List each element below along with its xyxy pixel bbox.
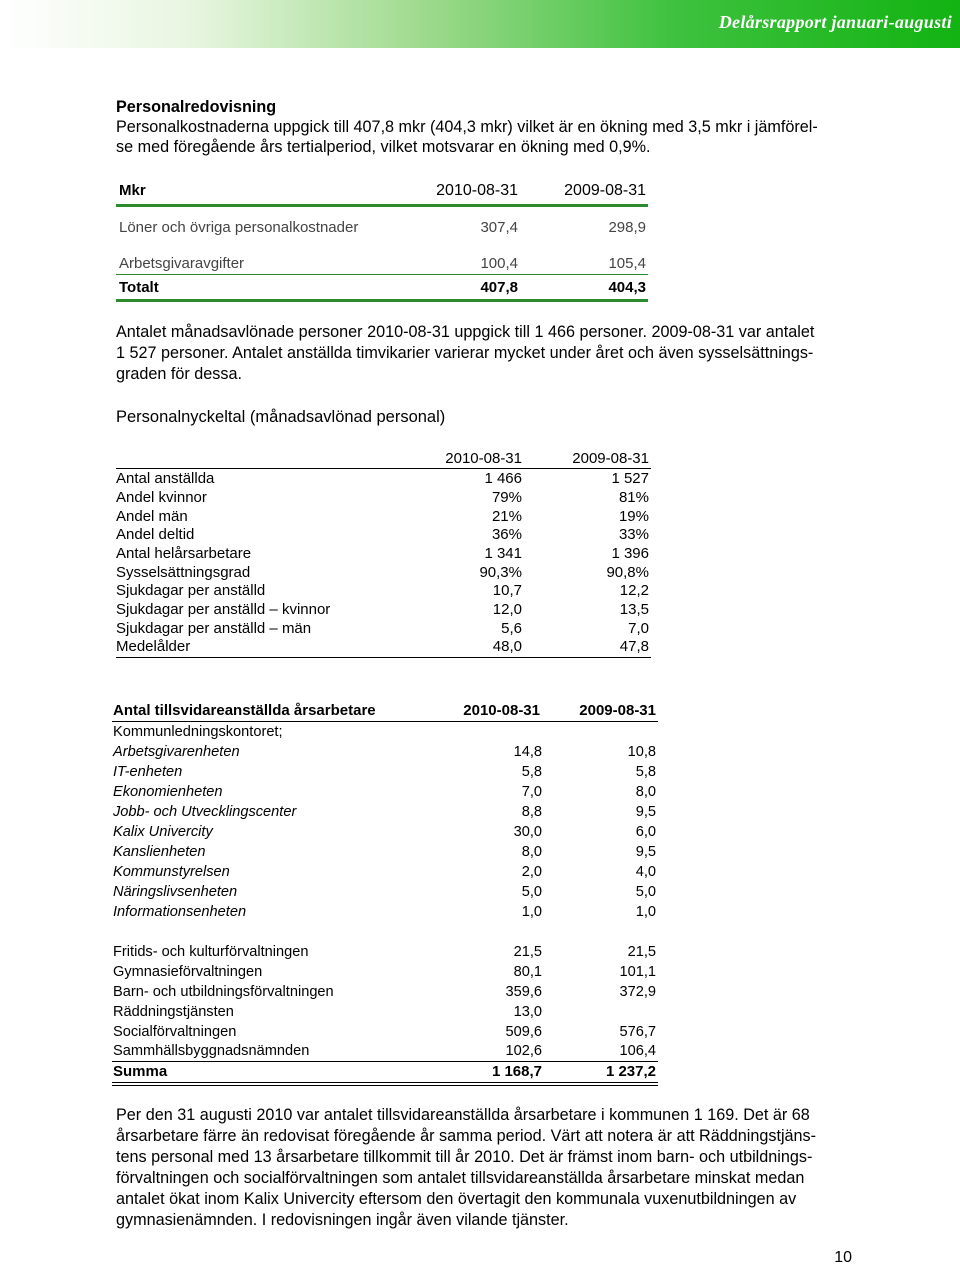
fte-sub-row-label: IT-enheten <box>113 764 183 780</box>
cost-header-col2: 2009-08-31 <box>564 182 646 199</box>
fte-header-label: Antal tillsvidareanställda årsarbetare <box>113 702 376 719</box>
cost-total-rule <box>116 274 648 275</box>
page-number: 10 <box>834 1249 852 1266</box>
fte-row-label: Gymnasieförvaltningen <box>113 964 263 980</box>
fte-header-rule <box>112 721 658 722</box>
key-header-rule <box>116 468 651 469</box>
key-row-value: 1 341 <box>484 545 522 562</box>
key-row-value: 36% <box>491 526 522 543</box>
para2-line-2: 1 527 personer. Antalet anställda timvikarier varierar mycket under året och även sysselsättnings- <box>116 344 814 362</box>
fte-sub-row-label: Arbetsgivarenheten <box>113 744 240 760</box>
fte-sub-row-value: 4,0 <box>635 864 656 880</box>
para2-line-3: graden för dessa. <box>116 365 242 383</box>
fte-sub-row-value: 8,0 <box>521 844 542 860</box>
fte-row-label: Räddningstjänsten <box>113 1004 234 1020</box>
key-row-value: 7,0 <box>628 620 649 637</box>
fte-row-value: 106,4 <box>619 1043 656 1059</box>
para3-line-5: antalet ökat inom Kalix Univercity eftersom den övertagit den kommunala vuxenutbildningen av <box>116 1190 797 1208</box>
fte-sub-row-label: Näringslivsenheten <box>113 884 238 900</box>
para3-line-4: förvaltningen och socialförvaltningen som antalet tillsvidareanställda årsarbetare minskat medan <box>116 1169 805 1187</box>
key-row-label: Sysselsättningsgrad <box>116 564 251 581</box>
fte-bottom-rule-1 <box>112 1082 658 1083</box>
fte-sub-row-label: Informationsenheten <box>113 904 247 920</box>
fte-row-label: Sammhällsbyggnadsnämnden <box>113 1043 310 1059</box>
key-row-value: 1 396 <box>611 545 649 562</box>
key-row-value: 33% <box>618 526 649 543</box>
key-row-label: Medelålder <box>116 638 191 655</box>
section-title: Personalredovisning <box>116 98 277 116</box>
fte-row-value: 21,5 <box>627 944 656 960</box>
cost-bottom-rule <box>116 299 648 302</box>
key-header-col2: 2009-08-31 <box>572 450 649 467</box>
key-row-value: 5,6 <box>501 620 522 637</box>
key-row-label: Andel män <box>116 508 188 525</box>
key-row-label: Andel kvinnor <box>116 489 207 506</box>
fte-sub-row-value: 5,0 <box>521 884 542 900</box>
key-row-value: 48,0 <box>492 638 522 655</box>
para3-line-1: Per den 31 augusti 2010 var antalet tillsvidareanställda årsarbetare i kommunen 1 169. Det är 68 <box>116 1106 810 1124</box>
fte-sub-row-label: Kalix Univercity <box>113 824 213 840</box>
fte-row-value: 101,1 <box>619 964 656 980</box>
intro-line-2: se med föregående års tertialperiod, vilket motsvarar en ökning med 0,9%. <box>116 138 651 156</box>
fte-sub-row-value: 9,5 <box>635 844 656 860</box>
report-title: Delårsrapport januari-augusti <box>718 12 952 32</box>
fte-sub-row-label: Kommunstyrelsen <box>113 864 230 880</box>
key-row-value: 1 527 <box>611 470 649 487</box>
cost-row-value: 307,4 <box>480 219 518 236</box>
cost-row-value: 298,9 <box>608 219 646 236</box>
fte-sub-row-value: 1,0 <box>521 904 542 920</box>
fte-sub-row-value: 8,0 <box>635 784 656 800</box>
key-row-value: 21% <box>491 508 522 525</box>
fte-sub-row-value: 7,0 <box>521 784 542 800</box>
fte-total-value: 1 168,7 <box>491 1063 542 1080</box>
fte-total-value: 1 237,2 <box>605 1063 656 1080</box>
cost-row-value: 100,4 <box>480 255 518 272</box>
header-bar <box>0 0 960 48</box>
fte-row-value: 13,0 <box>513 1004 542 1020</box>
para2-line-1: Antalet månadsavlönade personer 2010-08-31 uppgick till 1 466 personer. 2009-08-31 var antalet <box>116 323 815 341</box>
key-row-value: 81% <box>618 489 649 506</box>
cost-row-label: Arbetsgivaravgifter <box>119 255 245 272</box>
key-row-label: Sjukdagar per anställd – män <box>116 620 312 637</box>
fte-row-label: Barn- och utbildningsförvaltningen <box>113 984 334 1000</box>
fte-sub-row-label: Kanslienheten <box>113 844 206 860</box>
fte-row-value: 359,6 <box>505 984 542 1000</box>
key-row-value: 47,8 <box>619 638 649 655</box>
fte-sub-row-value: 5,8 <box>635 764 656 780</box>
fte-row-value: 102,6 <box>505 1043 542 1059</box>
fte-row-value: 372,9 <box>619 984 656 1000</box>
fte-row-value: 80,1 <box>513 964 542 980</box>
cost-total-label: Totalt <box>119 279 159 296</box>
fte-row-value: 509,6 <box>505 1024 542 1040</box>
fte-sub-row-value: 14,8 <box>513 744 542 760</box>
fte-header-col2: 2009-08-31 <box>579 702 656 719</box>
key-row-value: 90,8% <box>606 564 649 581</box>
fte-sub-row-label: Jobb- och Utvecklingscenter <box>113 804 297 820</box>
key-row-value: 1 466 <box>484 470 522 487</box>
fte-sub-row-value: 10,8 <box>627 744 656 760</box>
fte-sub-row-value: 9,5 <box>635 804 656 820</box>
key-header-col1: 2010-08-31 <box>445 450 522 467</box>
key-row-label: Antal helårsarbetare <box>116 545 252 562</box>
key-row-value: 79% <box>491 489 522 506</box>
cost-total-value: 404,3 <box>608 279 646 296</box>
cost-header-rule <box>116 204 648 207</box>
key-row-value: 12,2 <box>619 582 649 599</box>
cost-total-value: 407,8 <box>480 279 518 296</box>
key-table-title: Personalnyckeltal (månadsavlönad personal) <box>116 408 446 426</box>
fte-sub-row-value: 5,0 <box>635 884 656 900</box>
fte-sub-row-value: 8,8 <box>521 804 542 820</box>
para3-line-3: tens personal med 13 årsarbetare tillkommit till år 2010. Det är främst inom barn- och utbildnings- <box>116 1148 813 1166</box>
para3-line-6: gymnasienämnden. I redovisningen ingår även vilande tjänster. <box>116 1211 569 1229</box>
key-row-label: Andel deltid <box>116 526 195 543</box>
cost-row-label: Löner och övriga personalkostnader <box>119 219 359 236</box>
cost-row-value: 105,4 <box>608 255 646 272</box>
key-row-value: 10,7 <box>492 582 522 599</box>
key-row-label: Antal anställda <box>116 470 215 487</box>
key-row-value: 19% <box>618 508 649 525</box>
fte-sub-row-value: 2,0 <box>521 864 542 880</box>
cost-header-col1: 2010-08-31 <box>436 182 518 199</box>
fte-sub-row-label: Ekonomienheten <box>113 784 223 800</box>
fte-sub-row-value: 30,0 <box>513 824 542 840</box>
key-row-value: 13,5 <box>619 601 649 618</box>
fte-header-col1: 2010-08-31 <box>463 702 540 719</box>
fte-row-label: Socialförvaltningen <box>113 1024 237 1040</box>
intro-line-1: Personalkostnaderna uppgick till 407,8 mkr (404,3 mkr) vilket är en ökning med 3,5 mkr i jämförel- <box>116 118 818 136</box>
fte-group-label: Kommunledningskontoret; <box>113 724 283 740</box>
fte-row-value: 21,5 <box>513 944 542 960</box>
key-row-value: 12,0 <box>492 601 522 618</box>
fte-total-label: Summa <box>113 1063 168 1080</box>
fte-row-value: 576,7 <box>619 1024 656 1040</box>
key-bottom-rule <box>116 657 651 658</box>
fte-bottom-rule-2 <box>112 1085 658 1086</box>
fte-sub-row-value: 1,0 <box>635 904 656 920</box>
fte-sub-row-value: 5,8 <box>521 764 542 780</box>
fte-sub-row-value: 6,0 <box>635 824 656 840</box>
key-row-value: 90,3% <box>479 564 522 581</box>
cost-header-label: Mkr <box>119 182 146 199</box>
fte-total-rule <box>112 1061 658 1062</box>
key-row-label: Sjukdagar per anställd <box>116 582 266 599</box>
key-row-label: Sjukdagar per anställd – kvinnor <box>116 601 331 618</box>
fte-row-label: Fritids- och kulturförvaltningen <box>113 944 309 960</box>
para3-line-2: årsarbetare färre än redovisat föregående år samma period. Värt att notera är att Räddningstjäns- <box>116 1127 817 1145</box>
